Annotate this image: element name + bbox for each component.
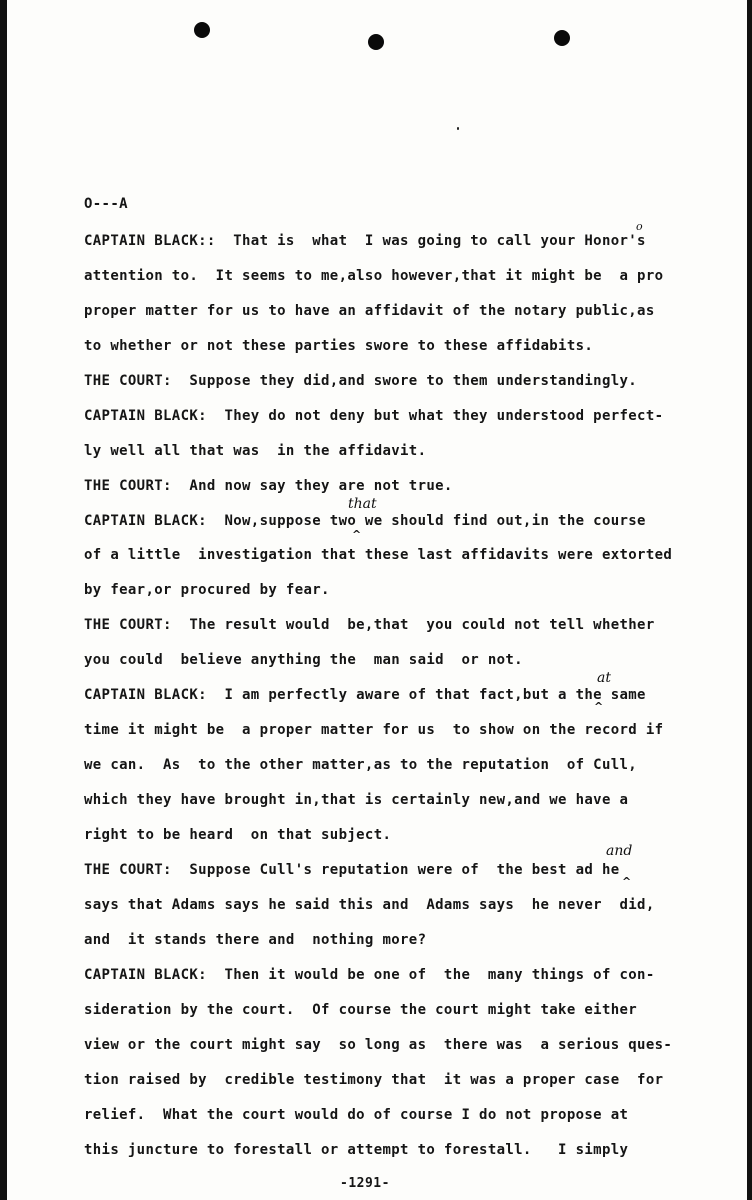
transcript-line-2: attention to. It seems to me,also however,that it might be a pro xyxy=(84,268,664,284)
transcript-line-8: THE COURT: And now say they are not true. xyxy=(84,478,453,494)
page-header-code: O---A xyxy=(84,196,128,212)
punch-hole-left xyxy=(194,22,210,38)
punch-hole-center xyxy=(368,34,384,50)
scan-speck xyxy=(457,127,459,130)
transcript-line-9: CAPTAIN BLACK: Now,suppose two we should find out,in the course xyxy=(84,513,646,529)
transcript-line-4: to whether or not these parties swore to these affidabits. xyxy=(84,338,594,354)
scan-left-edge xyxy=(0,0,7,1200)
transcript-line-14: CAPTAIN BLACK: I am perfectly aware of that fact,but a the same xyxy=(84,687,646,703)
punch-hole-right xyxy=(554,30,570,46)
insertion-caret: ^ xyxy=(352,528,362,541)
transcript-line-21: and it stands there and nothing more? xyxy=(84,932,427,948)
transcript-line-1: CAPTAIN BLACK:: That is what I was going to call your Honor's xyxy=(84,233,646,249)
transcript-line-12: THE COURT: The result would be,that you could not tell whether xyxy=(84,617,655,633)
transcript-line-17: which they have brought in,that is certainly new,and we have a xyxy=(84,792,629,808)
handwritten-at-insert: at xyxy=(597,670,611,686)
scan-right-edge xyxy=(747,0,752,1200)
handwritten-and-insert: and xyxy=(606,843,633,859)
transcript-line-3: proper matter for us to have an affidavit of the notary public,as xyxy=(84,303,655,319)
transcript-line-22: CAPTAIN BLACK: Then it would be one of the many things of con- xyxy=(84,967,655,983)
handwritten-that-insert: that xyxy=(348,496,377,512)
transcript-line-6: CAPTAIN BLACK: They do not deny but what they understood perfect- xyxy=(84,408,664,424)
transcript-line-10: of a little investigation that these last affidavits were extorted xyxy=(84,547,673,563)
transcript-line-13: you could believe anything the man said or not. xyxy=(84,652,523,668)
transcript-line-20: says that Adams says he said this and Adams says he never did, xyxy=(84,897,655,913)
insertion-caret: ^ xyxy=(622,875,632,888)
transcript-line-11: by fear,or procured by fear. xyxy=(84,582,330,598)
transcript-line-7: ly well all that was in the affidavit. xyxy=(84,443,427,459)
transcript-line-18: right to be heard on that subject. xyxy=(84,827,392,843)
transcript-line-15: time it might be a proper matter for us to show on the record if xyxy=(84,722,664,738)
transcript-line-25: tion raised by credible testimony that it was a proper case for xyxy=(84,1072,664,1088)
transcript-line-24: view or the court might say so long as there was a serious ques- xyxy=(84,1037,673,1053)
transcript-line-26: relief. What the court would do of course I do not propose at xyxy=(84,1107,629,1123)
handwritten-o-correction: o xyxy=(636,220,643,233)
transcript-line-23: sideration by the court. Of course the court might take either xyxy=(84,1002,638,1018)
page-number: -1291- xyxy=(340,1176,390,1191)
transcript-line-5: THE COURT: Suppose they did,and swore to them understandingly. xyxy=(84,373,638,389)
insertion-caret: ^ xyxy=(594,700,604,713)
transcript-line-27: this juncture to forestall or attempt to forestall. I simply xyxy=(84,1142,629,1158)
transcript-line-16: we can. As to the other matter,as to the reputation of Cull, xyxy=(84,757,638,773)
transcript-line-19: THE COURT: Suppose Cull's reputation were of the best ad he xyxy=(84,862,620,878)
